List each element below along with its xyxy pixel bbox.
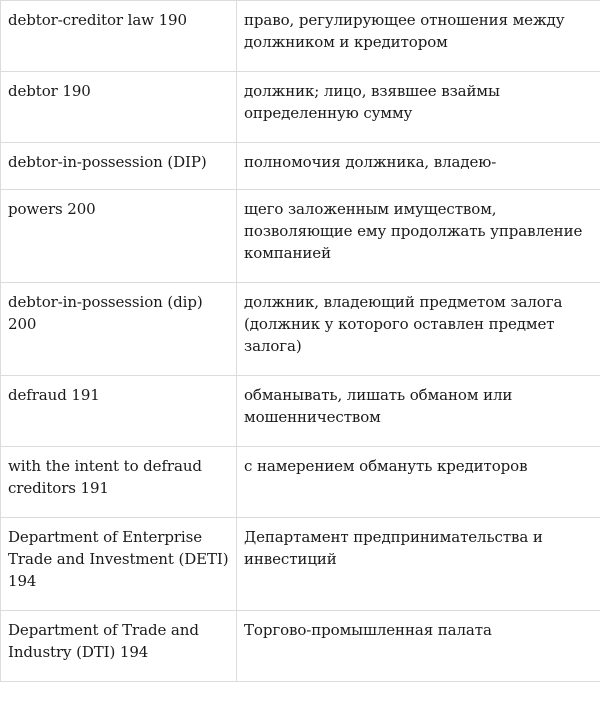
term-cell: debtor-creditor law 190	[1, 1, 237, 72]
table-row	[1, 611, 600, 682]
translation-cell: полномочия должника, владею-	[237, 143, 600, 190]
table-row	[1, 283, 600, 376]
term-cell: powers 200	[1, 190, 237, 283]
translation-cell: обманывать, лишать обманом или мошенничеством	[237, 376, 600, 447]
table-row	[1, 447, 600, 518]
term-cell: Department of Trade and Industry (DTI) 194	[1, 611, 237, 682]
table-row	[1, 1, 600, 72]
translation-cell: должник; лицо, взявшее взаймы определенную сумму	[237, 72, 600, 143]
table-row	[1, 72, 600, 143]
term-cell: debtor-in-possession (dip) 200	[1, 283, 237, 376]
translation-cell: с намерением обмануть кредиторов	[237, 447, 600, 518]
translation-cell: Департамент предпринимательства и инвестиций	[237, 518, 600, 611]
translation-cell: право, регулирующее отношения между должником и кредитором	[237, 1, 600, 72]
table-row	[1, 518, 600, 611]
table-row	[1, 376, 600, 447]
term-cell: defraud 191	[1, 376, 237, 447]
table-row	[1, 143, 600, 190]
term-cell: debtor-in-possession (DIP)	[1, 143, 237, 190]
table-row	[1, 190, 600, 283]
term-cell: with the intent to defraud creditors 191	[1, 447, 237, 518]
term-cell: Department of Enterprise Trade and Investment (DETI) 194	[1, 518, 237, 611]
translation-cell: щего заложенным имуществом, позволяющие ему продолжать управление компанией	[237, 190, 600, 283]
term-cell: debtor 190	[1, 72, 237, 143]
translation-cell: Торгово-промышленная палата	[237, 611, 600, 682]
translation-cell: должник, владеющий предметом залога (должник у которого оставлен предмет залога)	[237, 283, 600, 376]
